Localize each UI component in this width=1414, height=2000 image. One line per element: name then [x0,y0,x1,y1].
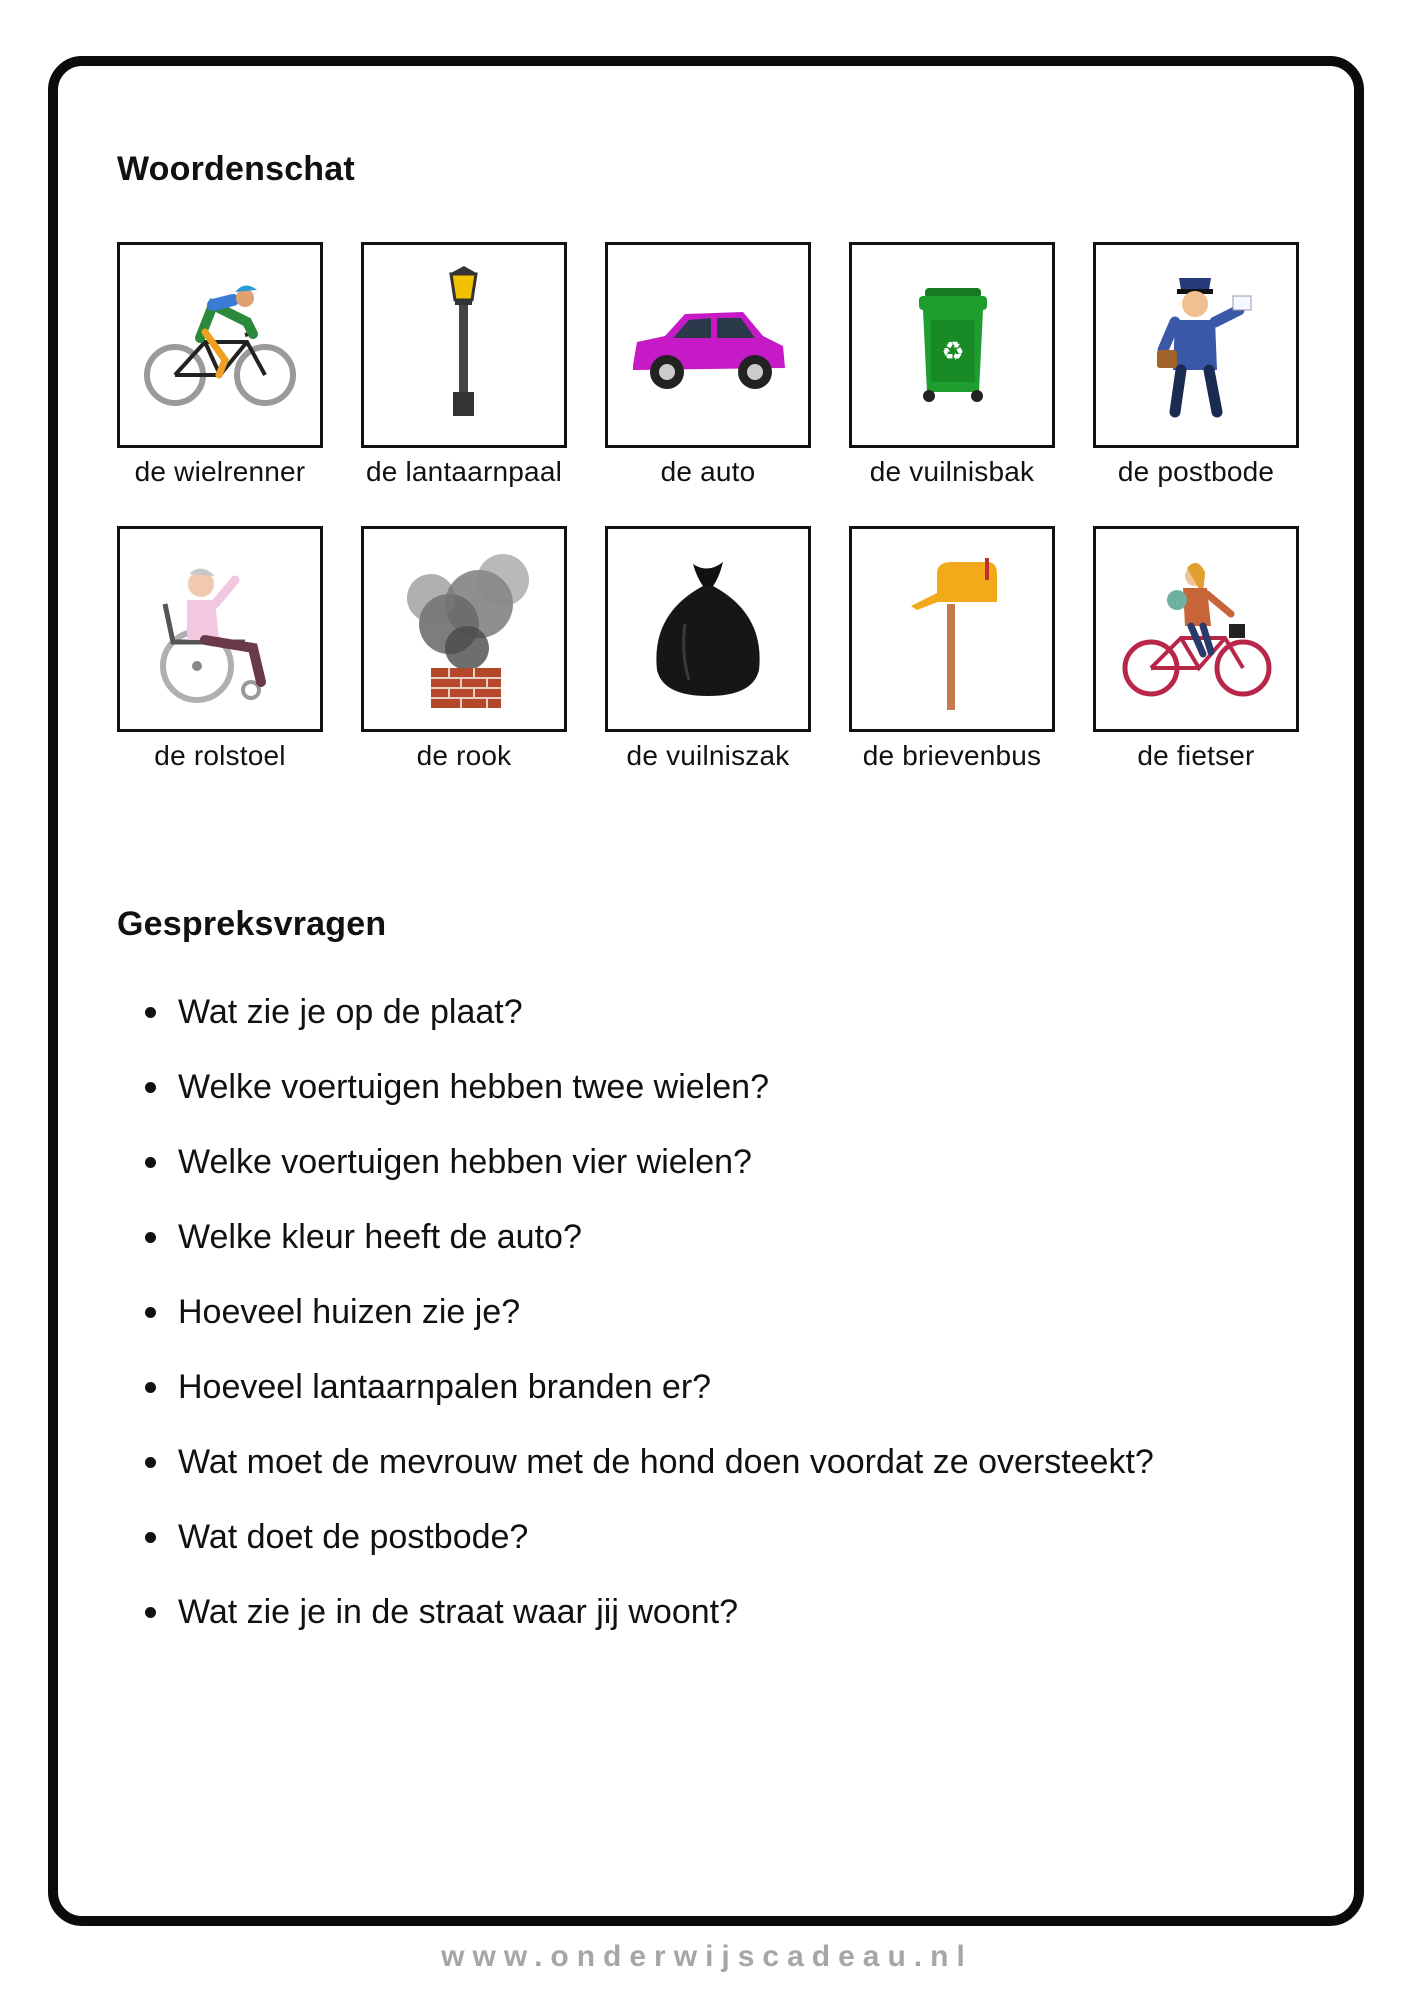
list-item [140,1440,1154,1515]
vocab-tile [361,526,567,732]
mailbox-icon [867,544,1037,714]
list-item [140,1365,1154,1440]
car-icon [623,260,793,430]
question-text: Hoeveel lantaarnpalen branden er? [178,1368,712,1406]
vocab-label: de rolstoel [154,740,286,771]
vocab-card [361,526,567,772]
vocab-label: de rook [416,740,512,771]
wheelchair-icon [135,544,305,714]
vocab-tile [1093,242,1299,448]
vocab-tile [849,526,1055,732]
vocab-label: de auto [660,456,756,487]
vocabulary-grid [117,242,1299,772]
vocab-tile [361,242,567,448]
question-text: Wat moet de mevrouw met de hond doen voordat ze oversteekt? [178,1443,1154,1481]
list-item [140,1590,1154,1665]
vocab-card [117,526,323,772]
trash-bin-icon [867,260,1037,430]
question-text: Welke voertuigen hebben vier wielen? [178,1143,752,1181]
vocab-card [605,242,811,488]
postman-icon [1111,260,1281,430]
question-text: Wat zie je in de straat waar jij woont? [178,1593,738,1631]
bicycle-rider-icon [1111,544,1281,714]
bullet-icon [145,1457,156,1468]
question-text: Wat doet de postbode? [178,1518,529,1556]
vocab-label: de brievenbus [862,740,1042,771]
cyclist-icon [135,260,305,430]
lamppost-icon [379,260,549,430]
list-item [140,990,1154,1065]
vocab-tile [1093,526,1299,732]
footer-url: www.onderwijscadeau.nl [441,1940,973,1973]
bullet-icon [145,1307,156,1318]
vocab-tile [605,526,811,732]
bullet-icon [145,1232,156,1243]
vocab-card [605,526,811,772]
vocab-card [361,242,567,488]
vocab-label: de vuilnisbak [869,456,1035,487]
questions-title: Gespreksvragen [117,905,387,943]
vocab-tile [117,526,323,732]
vocab-label: de fietser [1137,740,1255,771]
bullet-icon [145,1082,156,1093]
list-item [140,1515,1154,1590]
vocab-tile [605,242,811,448]
bullet-icon [145,1382,156,1393]
question-text: Wat zie je op de plaat? [178,993,523,1031]
smoke-icon [379,544,549,714]
question-text: Welke voertuigen hebben twee wielen? [178,1068,769,1106]
list-item [140,1140,1154,1215]
vocab-label: de lantaarnpaal [365,456,563,487]
list-item [140,1290,1154,1365]
list-item [140,1065,1154,1140]
vocab-label: de postbode [1117,456,1275,487]
question-text: Welke kleur heeft de auto? [178,1218,582,1256]
vocabulary-title: Woordenschat [117,150,355,188]
bullet-icon [145,1532,156,1543]
vocab-label: de wielrenner [134,456,306,487]
bullet-icon [145,1157,156,1168]
vocab-tile [117,242,323,448]
list-item [140,1215,1154,1290]
vocab-card [1093,242,1299,488]
vocab-card [117,242,323,488]
vocab-label: de vuilniszak [626,740,790,771]
vocab-card [1093,526,1299,772]
vocab-tile [849,242,1055,448]
vocab-card [849,526,1055,772]
bullet-icon [145,1607,156,1618]
questions-list [140,990,1154,1665]
svg-text:♻: ♻ [941,337,965,367]
question-text: Hoeveel huizen zie je? [178,1293,521,1331]
garbage-bag-icon [623,544,793,714]
bullet-icon [145,1007,156,1018]
vocab-card [849,242,1055,488]
